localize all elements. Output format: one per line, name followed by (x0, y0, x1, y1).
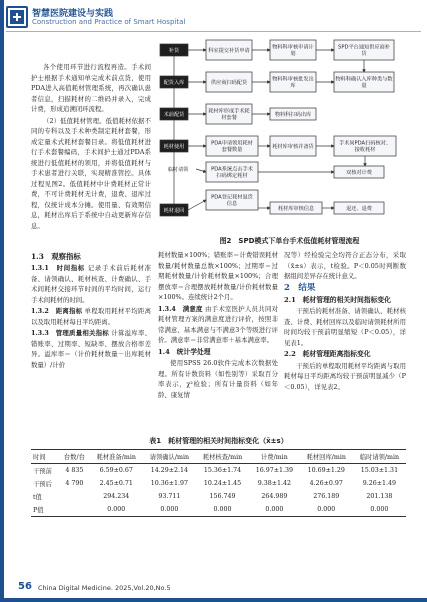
table-cell: 276.189 (313, 493, 340, 500)
table-header-cell: 耗材准备/min (96, 454, 136, 461)
flow-label-double_bill: 双核对计费 (346, 169, 372, 176)
table-header-cell: 台数/台 (63, 454, 85, 461)
flow-label-goods_pkg: 物料科扫码出库 (274, 111, 312, 118)
flow-label-return_ok: 退还、退费 (346, 205, 372, 212)
table-header-cell: 请领确认/min (149, 454, 190, 461)
section-heading: 1.4 统计学处理 (158, 347, 211, 356)
flow-label-bill: 补货 (168, 47, 180, 54)
paragraph: 耗材数量×100%；错账率＝计费错误耗材数量/耗材数量总数×100%；过期率＝过期耗材数量/计价耗材数量×100%；合理摆放率＝合理摆放耗材数量/计价耗材数量×100%。连续统计2个月。 (158, 251, 278, 301)
table-cell: 9.38±1.42 (257, 480, 292, 487)
page-number: 56 (18, 581, 32, 592)
paragraph: 干预后的耗材准备、请领确认、耗材核查、计费、耗材回库以及临时请领耗材所用时间均较干预前明显缩短（P＜0.05），详见表1。 (284, 307, 406, 347)
flow-label-goods_scan: 物料科确认入库种类与数量 (335, 76, 393, 89)
flow-label-use: 耗材使用 (163, 143, 185, 150)
subsection-heading: 1.3.3 管理质量相关指标 (31, 329, 109, 337)
flow-label-goods_check: 物料科审核批发出库 (272, 76, 314, 89)
table-cell: 6.59±0.67 (99, 467, 133, 474)
table-body (31, 464, 406, 517)
table-cell: 10.69±1.29 (307, 467, 345, 474)
table-cell: 15.03±1.31 (360, 467, 399, 474)
section-heading: 2.2 耗材管理距离指标变化 (284, 350, 371, 358)
table-row (31, 464, 406, 478)
results-table (31, 449, 406, 517)
paragraph (31, 328, 151, 370)
subsection-heading: 1.3.2 距离指标 (31, 307, 83, 315)
table-caption: 表1 耗材管理的相关时间指标变化（x̄±s） (149, 437, 288, 445)
journal-logo-icon (6, 6, 28, 28)
table-cell (59, 503, 90, 517)
flow-label-goods_sub: 物料科审核申请计划 (272, 44, 314, 57)
table-cell: 10.36±1.97 (150, 480, 189, 487)
table-cell: 15.36±1.74 (203, 467, 242, 474)
paragraph-text: 单程取用耗材平均距离以及取用耗材每日平均距离。 (31, 307, 151, 326)
flowchart-svg (158, 36, 421, 234)
paragraph: 干预后的单程取用耗材平均距离与取用耗材每日平均距离均较干预前明显减少（P＜0.05），详见表2。 (284, 361, 406, 391)
table-cell: 干预前 (33, 468, 52, 475)
flow-label-pkg_make: 耗材库形成手术耗材套餐 (208, 108, 250, 121)
table-cell: 16.97±1.39 (255, 467, 294, 474)
paragraph (158, 304, 278, 346)
table-cell: 10.24±1.45 (203, 480, 242, 487)
column-middle (158, 250, 278, 401)
table-cell: 93.711 (158, 493, 181, 500)
table-cell: 0.000 (107, 506, 126, 513)
table-cell: t值 (33, 494, 42, 501)
paragraph (31, 263, 151, 305)
table-cell: 0.000 (160, 506, 179, 513)
column-left-top (31, 62, 151, 232)
paragraph-text: 由手术室医护人员共同对耗材管理方案的满意度进行评价，按照非常满意、基本满意与不满意3个等级进行评价。满意率＝非常满意率＋基本满意率。 (158, 304, 278, 344)
table-row (31, 503, 406, 517)
flow-label-lib_check: 耗材库审核并备货 (272, 143, 314, 150)
table-cell: 0.000 (265, 506, 284, 513)
flow-arrow (196, 169, 206, 172)
flow-label-package: 术前配货 (163, 111, 185, 118)
paragraph: 况等）经检验完全均符合正态分布，采取（x̄±s）表示，t检验。P＜0.05时判断数据组间差异存在统计意义。 (284, 251, 406, 280)
table-header-cell: 时间 (33, 454, 46, 461)
journal-section-subtitle: Construction and Practice of Smart Hospital (32, 18, 186, 26)
table-cell (59, 490, 90, 503)
column-left-bottom (31, 250, 151, 371)
table-cell: 2.45±0.71 (99, 480, 133, 487)
table-cell: 156.749 (209, 493, 236, 500)
table-cell: 0.000 (370, 506, 389, 513)
flow-arrow (188, 200, 206, 210)
table-header-cell: 临时请领/min (359, 454, 400, 461)
journal-section-title: 智慧医院建设与实践 (32, 9, 114, 19)
figure-caption: 图2 SPD模式下单台手术低值耗材管理流程 (219, 237, 360, 245)
table-header-cell: 耗材核查/min (202, 454, 243, 461)
table-cell: 9.26±1.49 (362, 480, 397, 487)
table-header-cell: 计费/min (261, 454, 288, 461)
table-row (31, 490, 406, 503)
flow-label-dept_req: 科室提交补货申请 (208, 47, 250, 54)
footer-color-bar (0, 598, 427, 602)
paragraph-text: 计算溢库率、错账率、过期率、短缺率、摆放合格率差异。溢库率＝（计价耗材数量－出库耗材数量）/计价 (31, 329, 151, 369)
paragraph: 各个使用环节进行流程再造。手术间护士根据手术通知单完成术前点货，使用PDA进入高值耗材管理系统，再次确认患者信息，扫描耗材的二维码并录入，完成计费，形成追溯闭环流程。 (31, 63, 151, 113)
paragraph (31, 306, 151, 327)
paragraph-text: 记录手术前后耗材准备、请领确认、耗材核查、计费确认、手术间耗材交接环节时间的平均时间，运行手术间耗材的时间。 (31, 264, 151, 304)
flow-label-ship: 配货入库 (163, 79, 185, 86)
section-heading: 1.3 观察指标 (31, 252, 81, 261)
table-cell: 294.234 (103, 493, 130, 500)
table-cell: 4.26±0.97 (309, 480, 343, 487)
flow-label-temp_apply: 临时请领 (167, 167, 189, 173)
table-cell: 4 790 (65, 480, 84, 487)
table-cell: 264.989 (261, 493, 288, 500)
flow-label-scan_sys: PDA系统点击手术扫码绑定耗材 (211, 166, 253, 179)
table-header-row (31, 450, 406, 464)
section-heading: 2.1 耗材管理的相关时间指标变化 (284, 295, 391, 304)
column-right (284, 250, 406, 393)
flow-label-return_lib: 耗材库审核信息 (277, 205, 315, 212)
flow-label-supplier: 供应商扫码配货 (210, 79, 248, 86)
table-cell: 0.000 (213, 506, 232, 513)
table-cell: 干预后 (33, 481, 52, 488)
table-cell: 201.138 (366, 493, 393, 500)
subsection-heading: 1.3.1 时间指标 (31, 264, 86, 272)
table-cell: 14.29±2.14 (150, 467, 189, 474)
flow-label-return: 耗材退回 (163, 207, 185, 214)
flow-label-spd_center: SPD平台通知供应商补货 (338, 44, 390, 57)
flow-label-pda_nurse: 手术间PDA扫码核对、接收耗材 (338, 140, 392, 153)
table-header-cell: 耗材回库/min (306, 454, 346, 461)
section-heading: 2 结果 (284, 282, 316, 293)
flow-label-pda_bill: PDA登记耗材退货信息 (211, 194, 253, 207)
paragraph: 使用SPSS 26.0软件完成本次数据处理。所有计数资料（如性别等）采取百分率表示，χ²检验；所有计量资料（如年龄、康复情 (158, 359, 278, 399)
header-divider (6, 31, 421, 32)
flow-label-pda_apply: PDA申请领用耗材套餐数量 (211, 140, 253, 153)
journal-info: China Digital Medicine. 2025,Vol.20,No.5 (38, 584, 171, 592)
subsection-heading: 1.3.4 满意度 (158, 304, 203, 313)
table-cell: 0.000 (317, 506, 336, 513)
table-row (31, 477, 406, 490)
side-color-bar (0, 0, 4, 602)
table-cell: 4 835 (65, 467, 84, 474)
flowchart-figure (158, 36, 421, 234)
table-cell: P值 (33, 507, 44, 514)
paragraph: （2）低值耗材管理。低值耗材依据不同的专科以及手术种类制定耗材套餐，形成定量术式耗材套餐目录。将低值耗材进行手术套餐编码，手术间护士通过PDA系统进行低值耗材的领用，并将低值耗材与手术患者进行关联，实现精准管控。具体过程见图2。低值耗材中计费耗材正常计费，不可计费耗材无计费，退费、退库过程，仅统计成本分摊。使用量、有效期信息，耗材出库后于系统中自动更新库存信息。 (31, 116, 151, 230)
